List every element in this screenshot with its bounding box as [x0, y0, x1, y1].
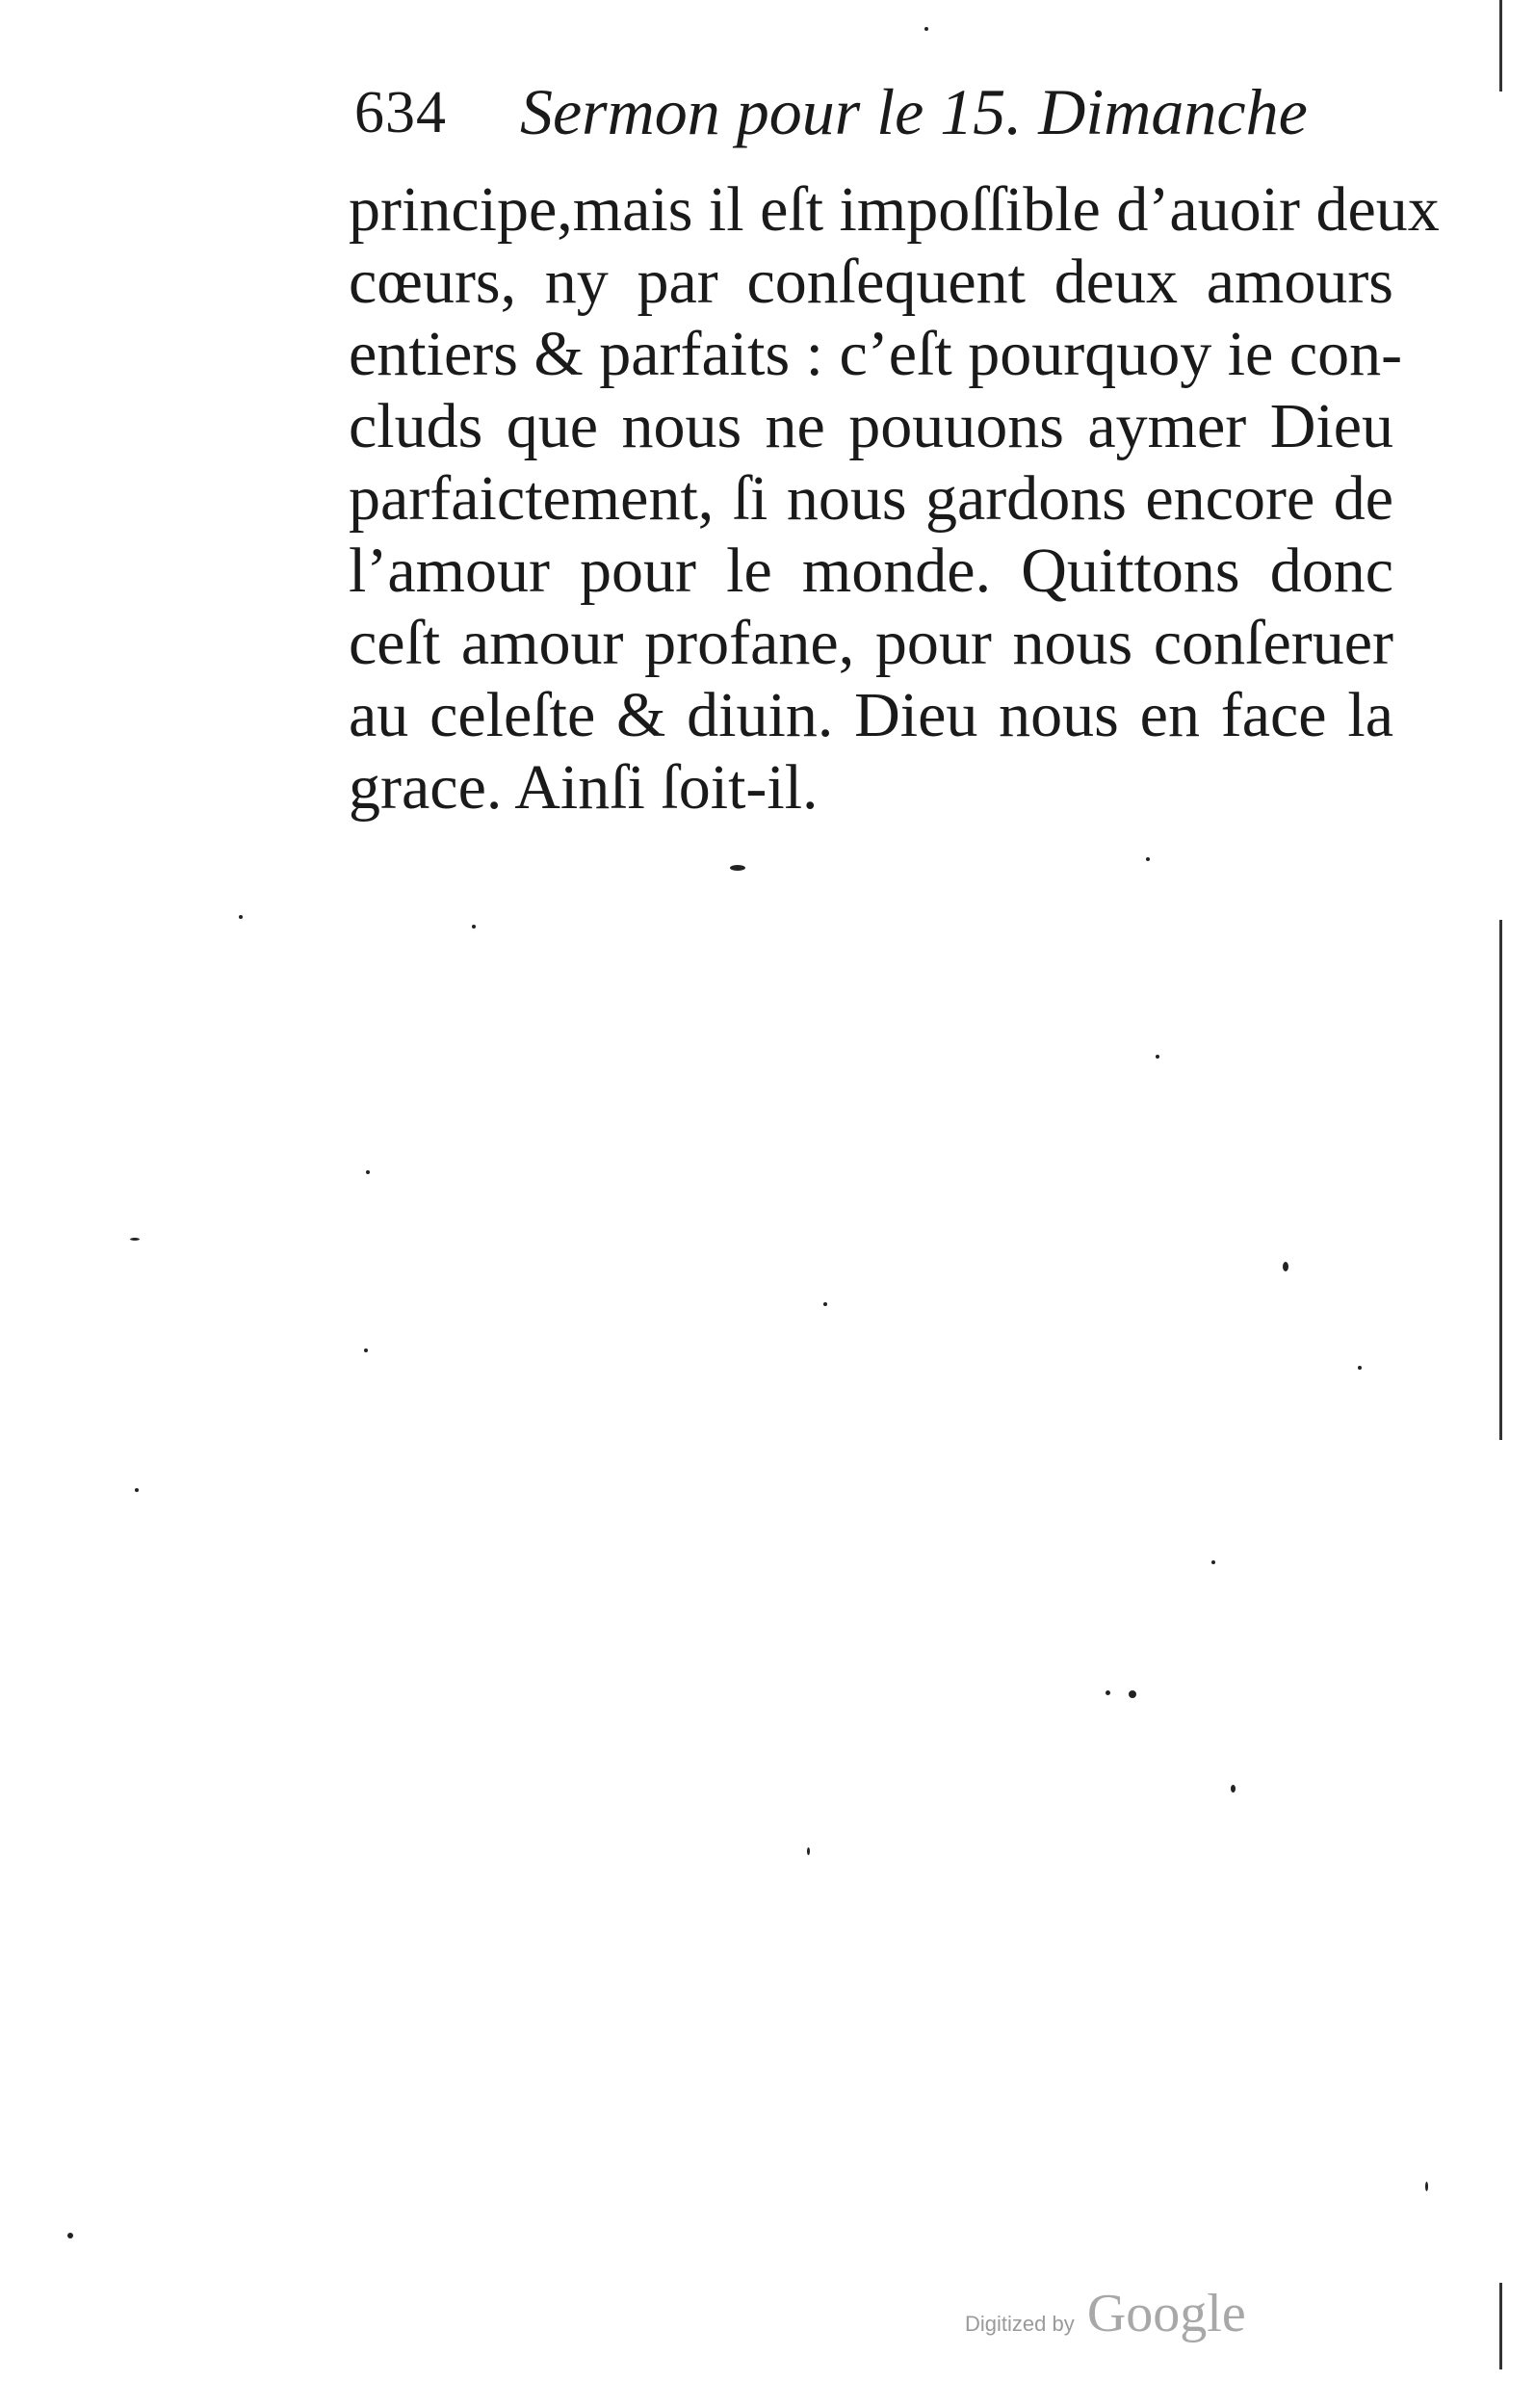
text-line: cœurs, ny par conſequent deux amours [349, 247, 1393, 317]
scan-speck [1425, 2182, 1428, 2191]
page-edge-rule [1499, 2283, 1502, 2369]
digitized-watermark [965, 2283, 1246, 2344]
page-number: 634 [354, 80, 447, 145]
scan-speck [472, 925, 476, 929]
scan-speck [1211, 1560, 1215, 1564]
running-title: Sermon pour le 15. Dimanche [520, 75, 1308, 148]
scan-speck [1283, 1262, 1288, 1271]
text-line: l’amour pour le monde. Quittons donc [349, 536, 1393, 606]
text-line: grace. Ainſi ſoit-il. [349, 752, 819, 823]
scan-speck [135, 1488, 139, 1492]
watermark-prefix: Digitized by [965, 2312, 1075, 2336]
scan-speck [807, 1847, 810, 1855]
scan-speck [239, 915, 243, 919]
scan-speck [1146, 857, 1150, 861]
text-line: principe,mais il eſt impoſſible d’auoir deux [349, 174, 1440, 245]
scan-speck [730, 865, 745, 871]
scan-speck [823, 1302, 827, 1306]
text-line: ceſt amour profane, pour nous conſeruer [349, 608, 1393, 678]
scan-speck [366, 1170, 370, 1174]
scan-speck [364, 1348, 368, 1352]
scan-speck [130, 1238, 140, 1241]
page-header [349, 65, 1389, 162]
page-edge-rule [1499, 0, 1502, 92]
body-text [349, 173, 1440, 824]
watermark-brand: Google [1086, 2284, 1246, 2343]
scan-speck [924, 27, 928, 31]
text-line: parfaictement, ſi nous gardons encore de [349, 463, 1393, 534]
scan-speck [1129, 1690, 1136, 1698]
page-edge-rule [1499, 920, 1502, 1440]
scan-speck [1156, 1055, 1159, 1059]
scan-speck [1106, 1690, 1110, 1695]
scan-speck [1358, 1366, 1362, 1370]
text-line: cluds que nous ne pouuons aymer Dieu [349, 391, 1393, 461]
text-line: au celeſte & diuin. Dieu nous en face la [349, 680, 1393, 750]
scan-speck [1231, 1785, 1236, 1793]
scan-speck [67, 2233, 73, 2238]
text-line: entiers & parfaits : c’eſt pourquoy ie con- [349, 319, 1403, 389]
